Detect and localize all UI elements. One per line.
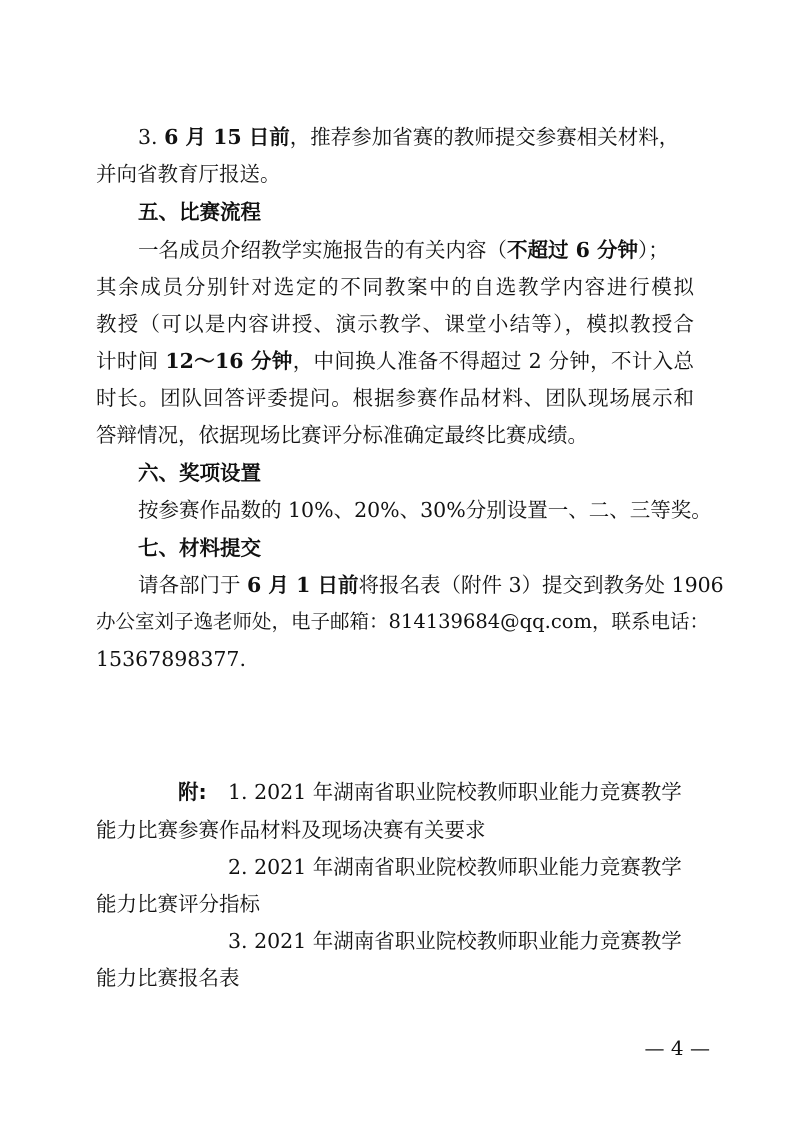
section7-line2: 办公室刘子逸老师处，电子邮箱：814139684@qq.com，联系电话： (96, 610, 709, 633)
appendix-item1-line1: 1. 2021 年湖南省职业院校教师职业能力竞赛教学 (228, 780, 682, 804)
section5-line6: 答辩情况，依据现场比赛评分标准确定最终比赛成绩。 (96, 423, 588, 447)
section6-heading: 六、奖项设置 (138, 461, 261, 485)
item3-line2: 并向省教育厅报送。 (96, 162, 281, 186)
item3-deadline: 6 月 15 日前 (164, 125, 290, 149)
appendix-label: 附: (178, 780, 207, 804)
page-number: — 4 — (644, 1036, 710, 1060)
section7-phone: 15367898377. (96, 647, 246, 671)
section5-line3: 教授（可以是内容讲授、演示教学、课堂小结等），模拟教授合 (96, 312, 694, 336)
item3-line1: 3. 6 月 15 日前，推荐参加省赛的教师提交参赛相关材料， (138, 125, 680, 149)
section6-text: 按参赛作品数的 10%、20%、30%分别设置一、二、三等奖。 (138, 498, 712, 522)
submit-deadline: 6 月 1 日前 (247, 573, 359, 597)
appendix-item2-line1: 2. 2021 年湖南省职业院校教师职业能力竞赛教学 (228, 855, 682, 879)
time-limit-emphasis: 不超过 6 分钟 (507, 238, 639, 262)
section7-line1: 请各部门于 6 月 1 日前将报名表（附件 3）提交到教务处 1906 (138, 573, 724, 597)
section5-heading: 五、比赛流程 (138, 200, 261, 224)
section5-line5: 时长。团队回答评委提问。根据参赛作品材料、团队现场展示和 (96, 386, 694, 410)
section7-heading: 七、材料提交 (138, 536, 261, 560)
appendix-item2-line2: 能力比赛评分指标 (96, 892, 260, 916)
section5-line4: 计时间 12～16 分钟，中间换人准备不得超过 2 分钟，不计入总 (96, 349, 694, 373)
duration-emphasis: 12～16 分钟 (165, 349, 293, 373)
section5-line1: 一名成员介绍教学实施报告的有关内容（不超过 6 分钟）； (138, 238, 669, 262)
appendix-item1-line2: 能力比赛参赛作品材料及现场决赛有关要求 (96, 818, 486, 842)
appendix-item3-line1: 3. 2021 年湖南省职业院校教师职业能力竞赛教学 (228, 929, 682, 953)
section5-line2: 其余成员分别针对选定的不同教案中的自选教学内容进行模拟 (96, 275, 694, 299)
appendix-item3-line2: 能力比赛报名表 (96, 966, 240, 990)
